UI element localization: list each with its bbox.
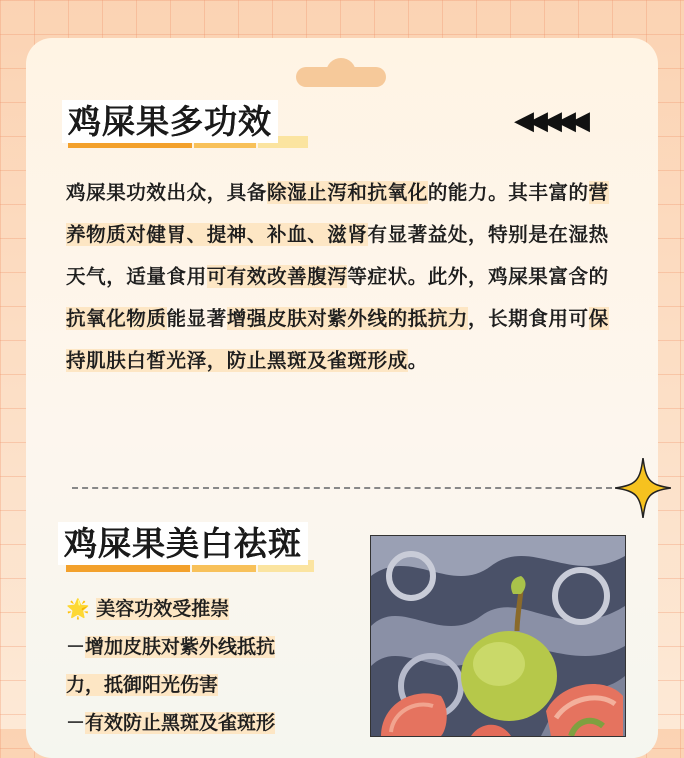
highlighted-text: 可有效改善腹泻 — [206, 265, 348, 288]
paragraph-text: 等症状。此外，鸡屎果富含的 — [347, 265, 609, 288]
paragraph-text: 能显著 — [166, 307, 227, 330]
paragraph-text: 鸡屎果功效出众，具备 — [66, 181, 268, 204]
sparkle-star-icon — [615, 458, 671, 518]
guava-photo — [370, 535, 626, 737]
paragraph-text: 的能力。其丰富的 — [427, 181, 589, 204]
highlighted-text: 抗氧化物质 — [66, 307, 167, 330]
paragraph-text: 有显著益处，特别是在湿热天气，适量食用 — [66, 223, 609, 288]
section2-title: 鸡屎果美白祛斑 — [58, 522, 308, 565]
list-item-text: 美容功效受推崇 — [96, 598, 230, 620]
section1-paragraph — [66, 172, 626, 382]
list-item — [66, 628, 336, 666]
section1-heading — [62, 96, 278, 143]
highlighted-text: 保持肌肤白皙光泽，防止黑斑及雀斑形成 — [66, 307, 609, 372]
arrows-icon: ◀◀◀◀◀ — [514, 106, 584, 136]
list-item — [66, 590, 336, 628]
list-item — [66, 704, 336, 742]
highlighted-text: 增强皮肤对紫外线的抵抗力 — [226, 307, 469, 330]
dashed-divider — [72, 487, 612, 489]
list-item-text: 力，抵御阳光伤害 — [66, 674, 219, 696]
section2-list — [66, 590, 336, 742]
highlighted-text: 除湿止泻和抗氧化 — [267, 181, 428, 204]
list-item — [66, 666, 336, 704]
section2-heading — [58, 518, 308, 565]
paragraph-text: ，长期食用可 — [468, 307, 589, 330]
list-prefix: 🌟 — [66, 598, 97, 620]
highlighted-text: 营养物质对健胃、提神、补血、滋肾 — [66, 181, 609, 246]
paragraph-text: 。 — [407, 349, 428, 372]
card-tab-bump — [326, 58, 356, 84]
list-item-text: 有效防止黑斑及雀斑形 — [85, 712, 276, 734]
list-prefix: － — [66, 636, 86, 658]
list-prefix: － — [66, 712, 86, 734]
list-item-text: 增加皮肤对紫外线抵抗 — [85, 636, 276, 658]
section1-title: 鸡屎果多功效 — [62, 100, 278, 143]
